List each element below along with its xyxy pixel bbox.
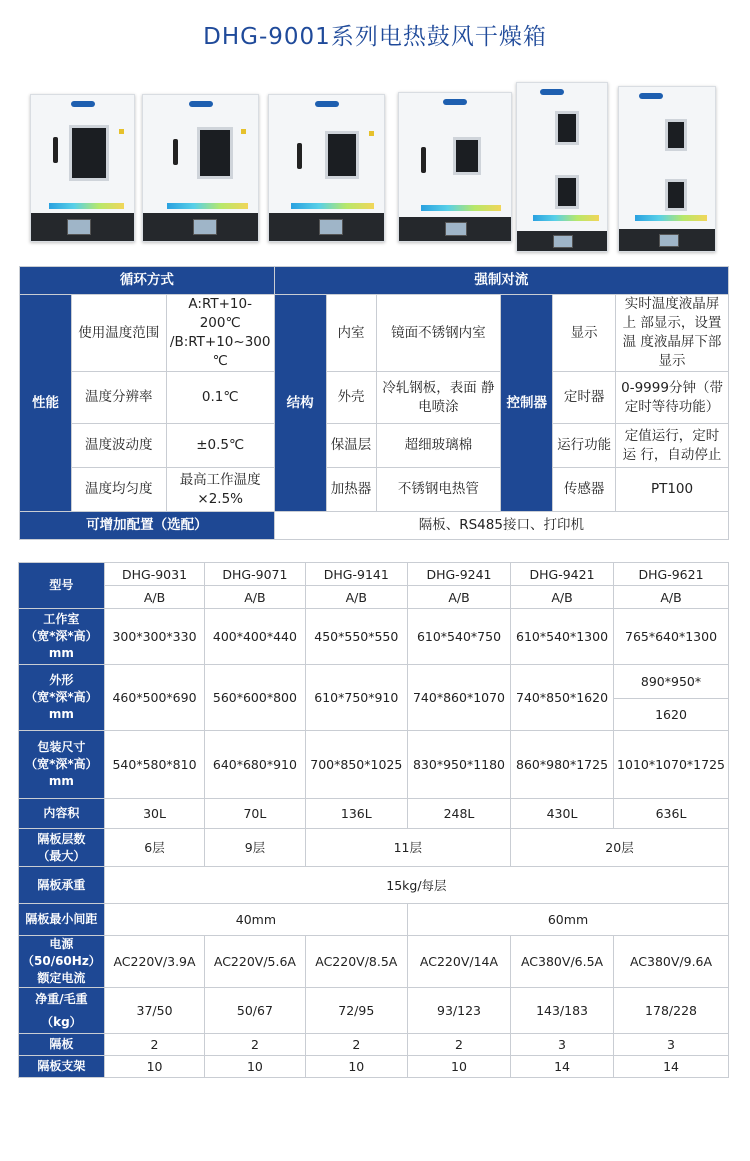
door-handle-icon [173, 139, 178, 165]
model-name: DHG-9421 [511, 563, 614, 586]
struct-key: 保温层 [326, 424, 376, 468]
ctrl-key: 显示 [553, 295, 616, 372]
control-panel [143, 213, 258, 241]
ctrl-value: 定值运行，定时运 行，自动停止 [616, 424, 729, 468]
optional-label: 可增加配置（选配） [20, 512, 275, 540]
door-handle-icon [421, 147, 426, 173]
pack-size: 860*980*1725 [511, 731, 614, 799]
pack-size: 830*950*1180 [407, 731, 510, 799]
model-name: DHG-9621 [614, 563, 729, 586]
warning-label-icon [369, 131, 374, 136]
chamber-label [19, 609, 105, 665]
struct-value: 超细玻璃棉 [376, 424, 501, 468]
perf-key: 温度均匀度 [71, 468, 166, 512]
oven-window [197, 127, 233, 179]
color-stripe [49, 203, 124, 209]
performance-label: 性能 [20, 295, 72, 512]
brand-badge-icon [639, 93, 663, 99]
power-value: AC220V/14A [407, 936, 510, 988]
struct-value: 冷轧钢板，表面 静电喷涂 [376, 372, 501, 424]
shelves-value: 2 [305, 1034, 407, 1056]
model-variant: A/B [614, 586, 729, 609]
page-title: DHG-9001系列电热鼓风干燥箱 [203, 24, 547, 50]
struct-value: 镜面不锈钢内室 [376, 295, 501, 372]
controller-label: 控制器 [501, 295, 553, 512]
model-variant: A/B [104, 586, 204, 609]
control-panel [619, 229, 715, 251]
brand-badge-icon [189, 101, 213, 107]
supports-value: 10 [305, 1056, 407, 1078]
supports-value: 10 [407, 1056, 510, 1078]
control-panel [517, 231, 607, 251]
shelves-value: 2 [205, 1034, 305, 1056]
model-name: DHG-9241 [407, 563, 510, 586]
shelves-label: 隔板 [19, 1034, 105, 1056]
model-table [18, 562, 729, 1078]
power-value: AC380V/6.5A [511, 936, 614, 988]
outer-size: 740*860*1070 [407, 665, 510, 731]
weight-label-line1: 净重/毛重 [35, 991, 88, 1006]
oven-photo-9071 [142, 94, 259, 242]
chamber-size: 400*400*440 [205, 609, 305, 665]
pack-size: 540*580*810 [104, 731, 204, 799]
outer-size-part-a: 890*950* [614, 665, 729, 699]
oven-photo-9421 [516, 82, 608, 252]
lcd-display [659, 234, 679, 247]
perf-value: 最高工作温度 ×2.5% [166, 468, 274, 512]
power-value: AC220V/3.9A [104, 936, 204, 988]
color-stripe [635, 215, 707, 221]
volume-value: 30L [104, 799, 204, 829]
control-panel [269, 213, 384, 241]
layers-value: 11层 [305, 829, 510, 867]
oven-photo-9241 [398, 92, 512, 242]
model-name: DHG-9031 [104, 563, 204, 586]
perf-key: 温度分辨率 [71, 372, 166, 424]
weight-label [19, 988, 105, 1034]
chamber-size: 610*540*750 [407, 609, 510, 665]
circulation-label: 循环方式 [20, 267, 275, 295]
weight-value: 178/228 [614, 988, 729, 1034]
pack-label-line2: （宽*深*高） [25, 757, 98, 771]
spacing-label: 隔板最小间距 [19, 904, 105, 936]
chamber-size: 450*550*550 [305, 609, 407, 665]
perf-key: 温度波动度 [71, 424, 166, 468]
outer-label [19, 665, 105, 731]
supports-value: 14 [511, 1056, 614, 1078]
outer-size: 460*500*690 [104, 665, 204, 731]
structure-label: 结构 [274, 295, 326, 512]
weight-value: 50/67 [205, 988, 305, 1034]
ctrl-value: PT100 [616, 468, 729, 512]
optional-value: 隔板、RS485接口、打印机 [274, 512, 728, 540]
brand-badge-icon [71, 101, 95, 107]
door-handle-icon [297, 143, 302, 169]
shelves-value: 2 [407, 1034, 510, 1056]
layers-value: 9层 [205, 829, 305, 867]
model-variant: A/B [305, 586, 407, 609]
layers-label [19, 829, 105, 867]
oven-window [555, 111, 579, 145]
shelves-value: 2 [104, 1034, 204, 1056]
oven-window [665, 119, 687, 151]
spec-table [19, 266, 729, 540]
chamber-label-line3: mm [48, 646, 74, 660]
outer-label-line2: （宽*深*高） [25, 690, 98, 704]
oven-window [453, 137, 481, 175]
oven-window [325, 131, 359, 179]
chamber-label-line2: （宽*深*高） [25, 629, 98, 643]
volume-value: 70L [205, 799, 305, 829]
power-value: AC220V/8.5A [305, 936, 407, 988]
power-label-line1: 电源 [49, 937, 74, 951]
weight-value: 143/183 [511, 988, 614, 1034]
layers-label-line2: （最大） [37, 848, 86, 863]
shelves-value: 3 [511, 1034, 614, 1056]
color-stripe [167, 203, 248, 209]
model-name: DHG-9141 [305, 563, 407, 586]
power-label-line3: 额定电流 [37, 971, 86, 985]
chamber-label-line1: 工作室 [43, 612, 80, 626]
oven-photo-9621 [618, 86, 716, 252]
weight-value: 37/50 [104, 988, 204, 1034]
weight-value: 72/95 [305, 988, 407, 1034]
supports-value: 14 [614, 1056, 729, 1078]
warning-label-icon [119, 129, 124, 134]
circulation-value: 强制对流 [274, 267, 728, 295]
model-variant: A/B [407, 586, 510, 609]
color-stripe [421, 205, 501, 211]
supports-value: 10 [205, 1056, 305, 1078]
outer-label-line3: mm [48, 707, 74, 721]
power-value: AC220V/5.6A [205, 936, 305, 988]
control-panel [399, 217, 511, 241]
ctrl-key: 运行功能 [553, 424, 616, 468]
perf-value: ±0.5℃ [166, 424, 274, 468]
color-stripe [291, 203, 374, 209]
door-handle-icon [53, 137, 58, 163]
layers-value: 6层 [104, 829, 204, 867]
pack-label [19, 731, 105, 799]
model-label: 型号 [19, 563, 105, 609]
load-label: 隔板承重 [19, 867, 105, 904]
load-value: 15kg/每层 [104, 867, 728, 904]
pack-label-line3: mm [48, 774, 74, 788]
ctrl-key: 传感器 [553, 468, 616, 512]
oven-window [665, 179, 687, 211]
lcd-display [553, 235, 573, 248]
brand-badge-icon [540, 89, 564, 95]
power-value: AC380V/9.6A [614, 936, 729, 988]
volume-value: 136L [305, 799, 407, 829]
pack-size: 640*680*910 [205, 731, 305, 799]
weight-label-line2: （kg） [41, 1014, 82, 1029]
power-label-line2: （50/60Hz） [22, 954, 101, 968]
supports-value: 10 [104, 1056, 204, 1078]
oven-photo-9141 [268, 94, 385, 242]
chamber-size: 765*640*1300 [614, 609, 729, 665]
outer-size: 610*750*910 [305, 665, 407, 731]
lcd-display [445, 222, 467, 236]
volume-label: 内容积 [19, 799, 105, 829]
color-stripe [533, 215, 599, 221]
control-panel [31, 213, 134, 241]
brand-badge-icon [315, 101, 339, 107]
layers-label-line1: 隔板层数 [37, 831, 86, 846]
volume-value: 248L [407, 799, 510, 829]
oven-window [555, 175, 579, 209]
struct-key: 外壳 [326, 372, 376, 424]
model-variant: A/B [511, 586, 614, 609]
layers-value: 20层 [511, 829, 729, 867]
ctrl-value: 实时温度液晶屏上 部显示，设置 温 度液晶屏下部显示 [616, 295, 729, 372]
power-label [19, 936, 105, 988]
volume-value: 636L [614, 799, 729, 829]
supports-label: 隔板支架 [19, 1056, 105, 1078]
perf-value: A:RT+10-200℃ /B:RT+10~300 ℃ [166, 295, 274, 372]
spacing-value: 40mm [104, 904, 407, 936]
struct-key: 内室 [326, 295, 376, 372]
lcd-display [193, 219, 217, 235]
product-photo-strip [20, 78, 730, 256]
oven-window [69, 125, 109, 181]
perf-value: 0.1℃ [166, 372, 274, 424]
outer-size: 560*600*800 [205, 665, 305, 731]
struct-value: 不锈钢电热管 [376, 468, 501, 512]
pack-label-line1: 包装尺寸 [37, 740, 86, 754]
brand-badge-icon [443, 99, 467, 105]
shelves-value: 3 [614, 1034, 729, 1056]
outer-size-part-b: 1620 [614, 699, 729, 731]
lcd-display [67, 219, 91, 235]
lcd-display [319, 219, 343, 235]
ctrl-key: 定时器 [553, 372, 616, 424]
chamber-size: 610*540*1300 [511, 609, 614, 665]
perf-key: 使用温度范围 [71, 295, 166, 372]
ctrl-value: 0-9999分钟（带 定时等待功能） [616, 372, 729, 424]
model-name: DHG-9071 [205, 563, 305, 586]
model-variant: A/B [205, 586, 305, 609]
outer-label-line1: 外形 [49, 673, 74, 687]
struct-key: 加热器 [326, 468, 376, 512]
chamber-size: 300*300*330 [104, 609, 204, 665]
weight-value: 93/123 [407, 988, 510, 1034]
outer-size: 740*850*1620 [511, 665, 614, 731]
pack-size: 700*850*1025 [305, 731, 407, 799]
warning-label-icon [241, 129, 246, 134]
spacing-value: 60mm [407, 904, 728, 936]
volume-value: 430L [511, 799, 614, 829]
oven-photo-9031 [30, 94, 135, 242]
pack-size: 1010*1070*1725 [614, 731, 729, 799]
